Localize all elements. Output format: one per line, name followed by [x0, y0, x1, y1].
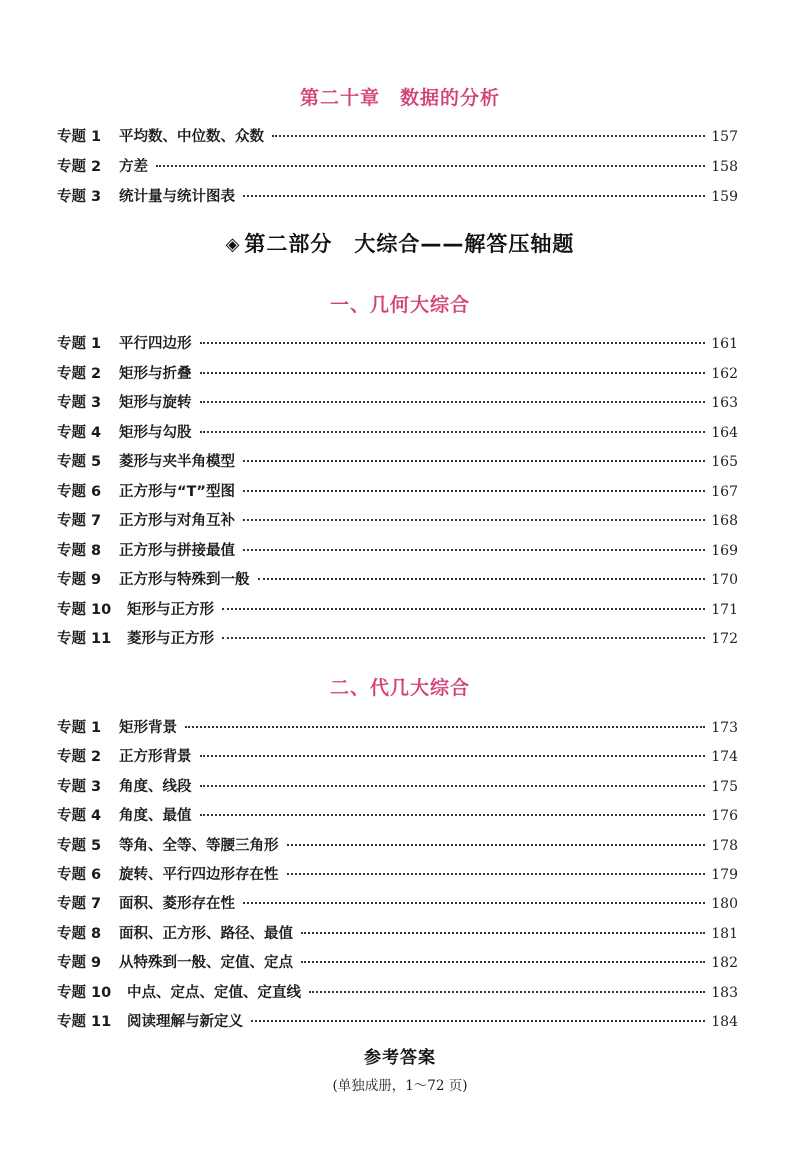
toc-entry-page-number: 164	[711, 424, 738, 441]
toc-entry[interactable]	[57, 391, 738, 413]
toc-entry-title: 角度、线段	[119, 778, 192, 795]
toc-entry-label: 专题 11	[57, 631, 112, 647]
answers-title: 参考答案	[364, 1048, 436, 1068]
dot-leader	[301, 961, 705, 963]
toc-entry-page-number: 157	[711, 129, 738, 145]
toc-entry-page-number: 171	[711, 601, 738, 618]
dot-leader	[200, 431, 706, 433]
dot-leader	[222, 608, 705, 610]
toc-entry-title: 正方形与“T”型图	[119, 483, 235, 500]
toc-entry-label: 专题 1	[57, 336, 102, 352]
toc-entry[interactable]	[57, 863, 738, 885]
toc-entry[interactable]	[57, 125, 738, 147]
toc-entry-page-number: 173	[711, 720, 738, 736]
toc-entry[interactable]	[57, 834, 738, 856]
toc-entry-label: 专题 6	[57, 483, 102, 500]
diamond-bullet-icon: ◈	[225, 234, 241, 255]
toc-entry[interactable]	[57, 362, 738, 384]
toc-entry-title: 旋转、平行四边形存在性	[119, 867, 279, 883]
toc-entry-title: 平均数、中位数、众数	[119, 129, 264, 145]
toc-entry-page-number: 163	[711, 395, 738, 411]
toc-entry[interactable]	[57, 804, 738, 826]
toc-entry-title: 菱形与正方形	[127, 631, 214, 647]
toc-entry-page-number: 170	[711, 572, 738, 588]
toc-entry-title: 从特殊到一般、定值、定点	[119, 955, 293, 972]
dot-leader	[185, 726, 705, 728]
toc-entry-page-number: 175	[711, 778, 738, 795]
dot-leader	[243, 902, 705, 904]
toc-entry-title: 菱形与夹半角模型	[119, 454, 235, 470]
answers-note: (单独成册，1～72 页)	[332, 1078, 468, 1094]
toc-entry[interactable]	[57, 1010, 738, 1032]
toc-entry-label: 专题 1	[57, 720, 102, 736]
toc-entry-title: 正方形背景	[119, 749, 192, 766]
toc-entry-label: 专题 9	[57, 572, 102, 588]
dot-leader	[200, 755, 706, 757]
toc-entry[interactable]	[57, 185, 738, 207]
toc-entry-title: 正方形与特殊到一般	[119, 572, 250, 588]
toc-entry[interactable]	[57, 598, 738, 620]
toc-entry-label: 专题 2	[57, 749, 102, 766]
toc-entry-page-number: 182	[711, 955, 738, 972]
toc-entry-label: 专题 7	[57, 896, 102, 913]
toc-entry-label: 专题 1	[57, 129, 102, 145]
toc-entry[interactable]	[57, 421, 738, 443]
part2-heading	[0, 228, 800, 258]
toc-entry-page-number: 176	[711, 808, 738, 825]
dot-leader	[200, 785, 706, 787]
toc-entry-title: 平行四边形	[119, 336, 192, 352]
dot-leader	[243, 519, 705, 521]
dot-leader	[200, 372, 706, 374]
dot-leader	[272, 135, 705, 137]
toc-entry[interactable]	[57, 568, 738, 590]
toc-entry-label: 专题 2	[57, 159, 102, 175]
toc-entry-label: 专题 10	[57, 984, 112, 1001]
toc-entry[interactable]	[57, 539, 738, 561]
toc-entry-page-number: 178	[711, 837, 738, 854]
algebra-geometry-heading: 二、代几大综合	[329, 677, 470, 699]
toc-entry-title: 矩形与折叠	[119, 365, 192, 382]
dot-leader	[287, 873, 706, 875]
dot-leader	[243, 490, 705, 492]
toc-entry-page-number: 167	[711, 483, 738, 500]
toc-entry[interactable]	[57, 745, 738, 767]
dot-leader	[243, 549, 705, 551]
toc-entry-label: 专题 5	[57, 454, 102, 470]
toc-entry-label: 专题 3	[57, 189, 102, 205]
toc-entry-title: 矩形与正方形	[127, 601, 214, 618]
toc-entry[interactable]	[57, 892, 738, 914]
toc-entry[interactable]	[57, 922, 738, 944]
toc-entry-page-number: 168	[711, 513, 738, 529]
dot-leader	[156, 165, 705, 167]
part2-heading-text: 第二部分 大综合——解答压轴题	[244, 232, 575, 256]
toc-entry-label: 专题 8	[57, 925, 102, 942]
toc-entry[interactable]	[57, 775, 738, 797]
toc-entry-page-number: 181	[711, 925, 738, 942]
toc-entry[interactable]	[57, 716, 738, 738]
toc-entry[interactable]	[57, 332, 738, 354]
toc-entry-title: 统计量与统计图表	[119, 189, 235, 205]
toc-entry-page-number: 172	[711, 631, 738, 647]
toc-entry-title: 角度、最值	[119, 808, 192, 825]
toc-entry[interactable]	[57, 155, 738, 177]
toc-entry-title: 方差	[119, 159, 148, 175]
toc-entry-title: 中点、定点、定值、定直线	[127, 984, 301, 1001]
toc-entry-label: 专题 2	[57, 365, 102, 382]
toc-entry-label: 专题 8	[57, 542, 102, 559]
toc-entry-title: 面积、菱形存在性	[119, 896, 235, 913]
toc-entry-label: 专题 4	[57, 424, 102, 441]
toc-entry-title: 等角、全等、等腰三角形	[119, 837, 279, 854]
toc-entry-page-number: 180	[711, 896, 738, 913]
toc-entry[interactable]	[57, 509, 738, 531]
toc-entry-page-number: 174	[711, 749, 738, 766]
toc-entry-label: 专题 11	[57, 1014, 112, 1030]
toc-entry-title: 正方形与对角互补	[119, 513, 235, 529]
toc-entry[interactable]	[57, 981, 738, 1003]
dot-leader	[309, 991, 705, 993]
dot-leader	[287, 844, 706, 846]
toc-entry-title: 面积、正方形、路径、最值	[119, 925, 293, 942]
toc-entry-page-number: 162	[711, 365, 738, 382]
toc-entry-label: 专题 3	[57, 395, 102, 411]
toc-entry-title: 正方形与拼接最值	[119, 542, 235, 559]
toc-entry-title: 矩形与旋转	[119, 395, 192, 411]
dot-leader	[258, 578, 706, 580]
toc-entry-page-number: 179	[711, 867, 738, 883]
toc-entry-label: 专题 4	[57, 808, 102, 825]
toc-entry-page-number: 158	[711, 159, 738, 175]
toc-entry-label: 专题 7	[57, 513, 102, 529]
dot-leader	[200, 342, 706, 344]
dot-leader	[251, 1020, 705, 1022]
toc-entry-label: 专题 9	[57, 955, 102, 972]
toc-entry[interactable]	[57, 951, 738, 973]
toc-entry-label: 专题 6	[57, 867, 102, 883]
toc-entry-page-number: 161	[711, 336, 738, 352]
toc-entry[interactable]	[57, 450, 738, 472]
toc-entry-page-number: 159	[711, 189, 738, 205]
toc-entry-label: 专题 3	[57, 778, 102, 795]
toc-entry-page-number: 184	[711, 1014, 738, 1030]
toc-entry[interactable]	[57, 480, 738, 502]
toc-entry-title: 矩形背景	[119, 720, 177, 736]
dot-leader	[200, 401, 706, 403]
toc-entry-page-number: 165	[711, 454, 738, 470]
toc-entry-label: 专题 10	[57, 601, 112, 618]
dot-leader	[222, 637, 705, 639]
geometry-heading: 一、几何大综合	[329, 294, 470, 316]
toc-entry-title: 矩形与勾股	[119, 424, 192, 441]
dot-leader	[301, 932, 705, 934]
dot-leader	[200, 814, 706, 816]
dot-leader	[243, 195, 705, 197]
chapter20-heading: 第二十章 数据的分析	[299, 87, 500, 109]
dot-leader	[243, 460, 705, 462]
toc-entry-page-number: 169	[711, 542, 738, 559]
toc-entry-page-number: 183	[711, 984, 738, 1001]
toc-entry-label: 专题 5	[57, 837, 102, 854]
toc-entry-title: 阅读理解与新定义	[127, 1014, 243, 1030]
toc-entry[interactable]	[57, 627, 738, 649]
